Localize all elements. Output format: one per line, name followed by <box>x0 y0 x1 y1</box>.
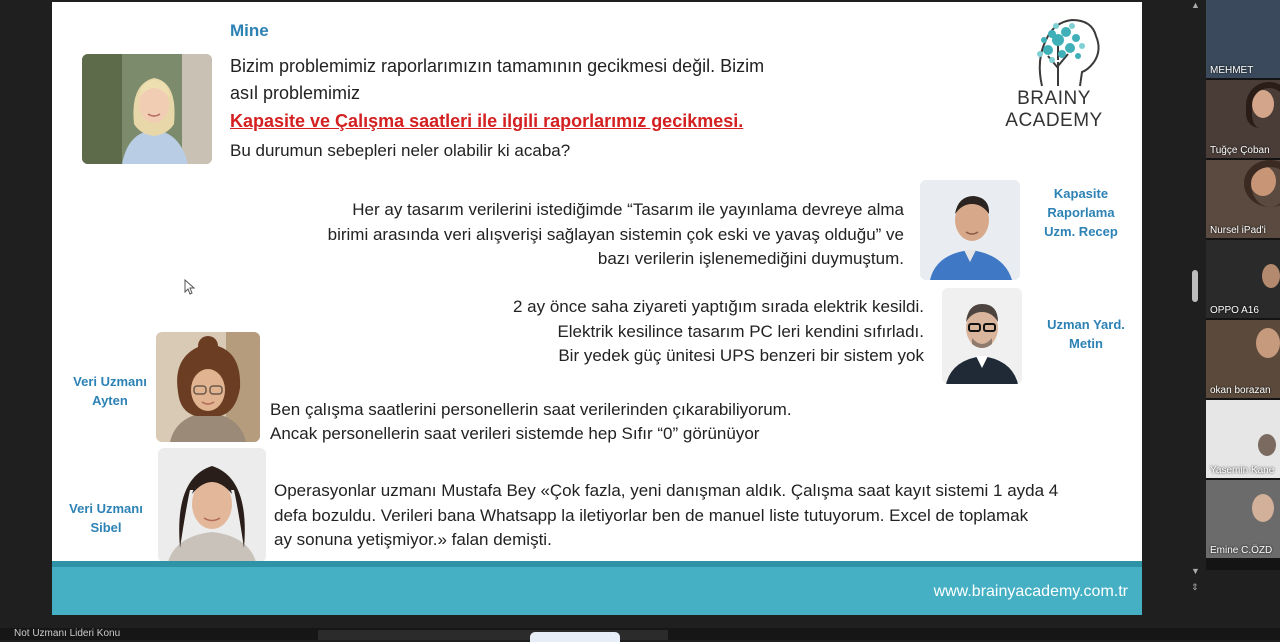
metin-text-line-3: Bir yedek güç ünitesi UPS benzeri bir sistem yok <box>558 346 924 365</box>
ayten-text-line-2: Ancak personellerin saat verileri sistemde hep Sıfır “0” görünüyor <box>270 424 760 443</box>
participant-tile[interactable] <box>1206 0 1280 80</box>
scroll-up-arrow-icon[interactable]: ▲ <box>1191 0 1200 10</box>
role-line: Sibel <box>90 520 122 535</box>
participant-tile[interactable] <box>1206 480 1280 560</box>
role-label-ayten <box>64 372 156 410</box>
photo-mine <box>82 54 212 164</box>
participants-scrollbar[interactable] <box>1188 0 1202 640</box>
role-line: Raporlama <box>1047 205 1115 220</box>
scroll-thumb[interactable] <box>1192 270 1198 302</box>
participant-tile[interactable] <box>1206 160 1280 240</box>
footer-url: www.brainyacademy.com.tr <box>933 583 1128 600</box>
mouse-cursor-icon <box>184 279 196 295</box>
role-line: Veri Uzmanı <box>73 374 147 389</box>
sibel-text-line-2: defa bozuldu. Verileri bana Whatsapp la iletiyorlar ben de manuel liste tutuyorum. Excel de toplamak <box>274 506 1029 525</box>
mine-text-line-2: asıl problemimiz <box>230 83 361 103</box>
photo-ayten <box>156 332 260 442</box>
sibel-text-line-1: Operasyonlar uzmanı Mustafa Bey «Çok fazla, yeni danışman aldık. Çalışma saat kayıt sistemi 1 ayda 4 <box>274 481 1059 500</box>
participant-name: MEHMET <box>1210 65 1254 76</box>
brain-tree-icon <box>972 10 1132 90</box>
scroll-resize-icon[interactable]: ⇕ <box>1191 582 1199 592</box>
recep-text-line-3: bazı verilerin işlenemediğini duymuştum. <box>597 249 904 268</box>
recep-text-line-2: birimi arasında veri alışverişi sağlayan sistemin çok eski ve yavaş olduğu” ve <box>327 225 904 244</box>
role-line: Veri Uzmanı <box>69 501 143 516</box>
bottom-toolbar <box>0 628 1280 640</box>
participant-strip <box>1206 0 1280 570</box>
presentation-slide <box>52 2 1142 615</box>
participant-name: OPPO A16 <box>1210 305 1259 316</box>
participant-name: okan borazan <box>1210 385 1271 396</box>
mine-text-line-1: Bizim problemimiz raporlarımızın tamamının gecikmesi değil. Bizim <box>230 56 765 76</box>
participant-name: Emine C.ÖZD <box>1210 545 1273 556</box>
metin-text-line-2: Elektrik kesilince tasarım PC leri kendini sıfırladı. <box>557 322 924 341</box>
ayten-text-line-1: Ben çalışma saatlerini personellerin saat verilerinden çıkarabiliyorum. <box>270 400 792 419</box>
role-line: Metin <box>1069 336 1103 351</box>
role-line: Kapasite <box>1053 186 1109 201</box>
role-line: Ayten <box>92 393 128 408</box>
participant-tile[interactable] <box>1206 400 1280 480</box>
bottom-caption: Not Uzmanı Lideri Konu <box>14 628 121 639</box>
scroll-down-arrow-icon[interactable]: ▼ <box>1191 566 1200 576</box>
photo-recep <box>920 180 1020 280</box>
speaker-name-mine: Mine <box>230 21 269 40</box>
role-label-recep <box>1038 184 1124 241</box>
participant-name: Tuğçe Çoban <box>1210 145 1270 156</box>
photo-sibel <box>158 448 266 562</box>
mine-text-line-4: Bu durumun sebepleri neler olabilir ki acaba? <box>230 141 571 160</box>
bottom-control-pill[interactable] <box>530 632 620 642</box>
participant-tile[interactable] <box>1206 80 1280 160</box>
participant-name: Yasemin Kane <box>1210 465 1275 476</box>
role-label-metin <box>1038 315 1134 353</box>
slide-footer <box>52 561 1142 615</box>
participant-name: Nursel iPad'i <box>1210 225 1266 236</box>
sibel-text-line-3: ay sonuna yetişmiyor.» falan demişti. <box>274 530 552 549</box>
recep-text-line-1: Her ay tasarım verilerini istediğimde “Tasarım ile yayınlama devreye alma <box>352 200 904 219</box>
logo-text: BRAINY ACADEMY <box>1005 88 1103 131</box>
photo-metin <box>942 288 1022 384</box>
participant-tile[interactable] <box>1206 320 1280 400</box>
participant-tile[interactable] <box>1206 240 1280 320</box>
role-line: Uzman Yard. <box>1047 317 1125 332</box>
metin-text-line-1: 2 ay önce saha ziyareti yaptığım sırada elektrik kesildi. <box>512 297 924 316</box>
role-label-sibel <box>60 499 152 537</box>
mine-highlight-text: Kapasite ve Çalışma saatleri ile ilgili raporlarımız gecikmesi. <box>230 111 744 131</box>
role-line: Uzm. Recep <box>1044 224 1118 239</box>
